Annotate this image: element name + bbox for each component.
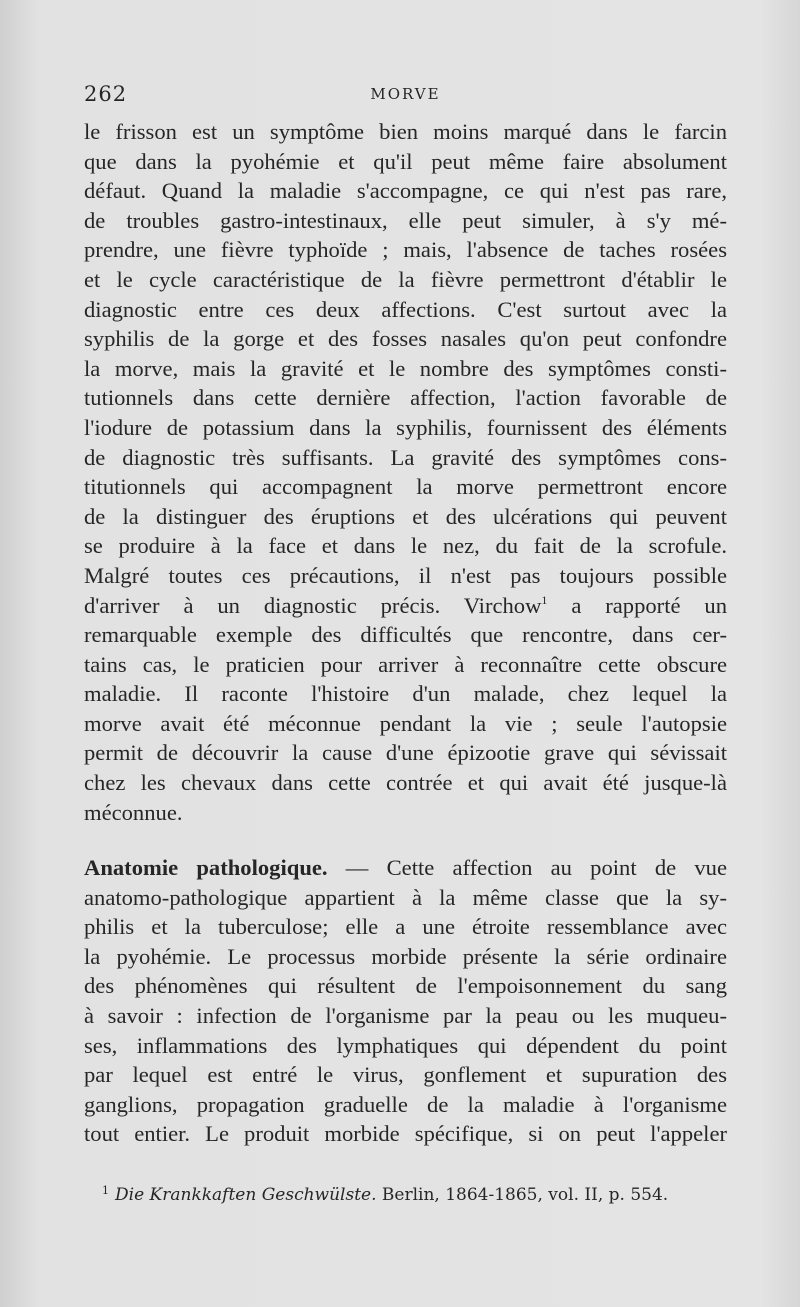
text-line: philis et la tuberculose; elle a une étroite ressemblance avec — [84, 914, 727, 940]
text-line: prendre, une fièvre typhoïde ; mais, l'absence de taches rosées — [84, 237, 727, 263]
text-line: la pyohémie. Le processus morbide présente la série ordinaire — [84, 943, 727, 969]
text-line: ses, inflammations des lymphatiques qui dépendent du point — [84, 1032, 727, 1058]
footnote-marker: 1 — [102, 1184, 109, 1197]
text-line: défaut. Quand la maladie s'accompagne, ce qui n'est pas rare, — [84, 178, 727, 204]
page-header — [84, 82, 727, 112]
paragraph-pathological-anatomy — [84, 853, 727, 1149]
text-line: chez les chevaux dans cette contrée et qui avait été jusque-là — [84, 770, 727, 796]
text-line: tains cas, le praticien pour arriver à reconnaître cette obscure — [84, 651, 727, 677]
text-line: morve avait été méconnue pendant la vie ; seule l'autopsie — [84, 710, 727, 736]
text-segment: a rapporté un — [547, 592, 727, 618]
text-line: et le cycle caractéristique de la fièvre permettront d'établir le — [84, 266, 727, 292]
text-line: de la distinguer des éruptions et des ulcérations qui peuvent — [84, 503, 727, 529]
text-line: Malgré toutes ces précautions, il n'est pas toujours possible — [84, 562, 727, 588]
text-segment: — Cette affection au point de vue — [327, 855, 727, 880]
text-line: permit de découvrir la cause d'une épizootie grave qui sévissait — [84, 740, 727, 766]
text-line: diagnostic entre ces deux affections. C'est surtout avec la — [84, 296, 727, 322]
running-title: MORVE — [370, 85, 441, 103]
text-line: la morve, mais la gravité et le nombre des symptômes consti- — [84, 355, 727, 381]
text-line: l'iodure de potassium dans la syphilis, fournissent des éléments — [84, 414, 727, 440]
footnote — [102, 1184, 668, 1205]
text-line: méconnue. — [84, 799, 183, 825]
footnote-citation: Berlin, 1864-1865, vol. II, p. 554. — [376, 1185, 669, 1205]
text-line: de diagnostic très suffisants. La gravité des symptômes cons- — [84, 444, 727, 470]
text-line: de troubles gastro-intestinaux, elle peut simuler, à s'y mé- — [84, 207, 727, 233]
text-line: le frisson est un symptôme bien moins marqué dans le farcin — [84, 119, 727, 144]
text-line-with-heading — [84, 853, 727, 883]
footnote-title: Die Krankkaften Geschwülste. — [115, 1185, 377, 1205]
text-line: que dans la pyohémie et qu'il peut même faire absolument — [84, 148, 727, 174]
text-line: par lequel est entré le virus, gonflement et supuration des — [84, 1062, 727, 1088]
text-segment: d'arriver à un diagnostic précis. Virchow — [84, 592, 542, 618]
section-heading: Anatomie pathologique. — [84, 855, 328, 880]
text-line: anatomo-pathologique appartient à la même classe que la sy- — [84, 884, 727, 910]
text-line: tout entier. Le produit morbide spécifique, si on peut l'appeler — [84, 1121, 727, 1147]
text-line: à savoir : infection de l'organisme par la peau ou les muqueu- — [84, 1002, 727, 1028]
text-line-with-footnote-ref — [84, 591, 727, 621]
text-line: syphilis de la gorge et des fosses nasales qu'on peut confondre — [84, 326, 727, 352]
page-number: 262 — [84, 82, 128, 106]
text-line: tutionnels dans cette dernière affection, l'action favorable de — [84, 385, 727, 411]
text-line: se produire à la face et dans le nez, du fait de la scrofule. — [84, 533, 727, 559]
text-line: des phénomènes qui résultent de l'empoisonnement du sang — [84, 973, 727, 999]
footnote-reference: 1 — [541, 592, 548, 607]
text-line: remarquable exemple des difficultés que rencontre, dans cer- — [84, 622, 727, 648]
text-line: maladie. Il raconte l'histoire d'un malade, chez lequel la — [84, 681, 727, 707]
text-line: ganglions, propagation graduelle de la maladie à l'organisme — [84, 1091, 727, 1117]
text-line: titutionnels qui accompagnent la morve permettront encore — [84, 474, 727, 500]
paragraph-diagnosis — [84, 117, 727, 827]
